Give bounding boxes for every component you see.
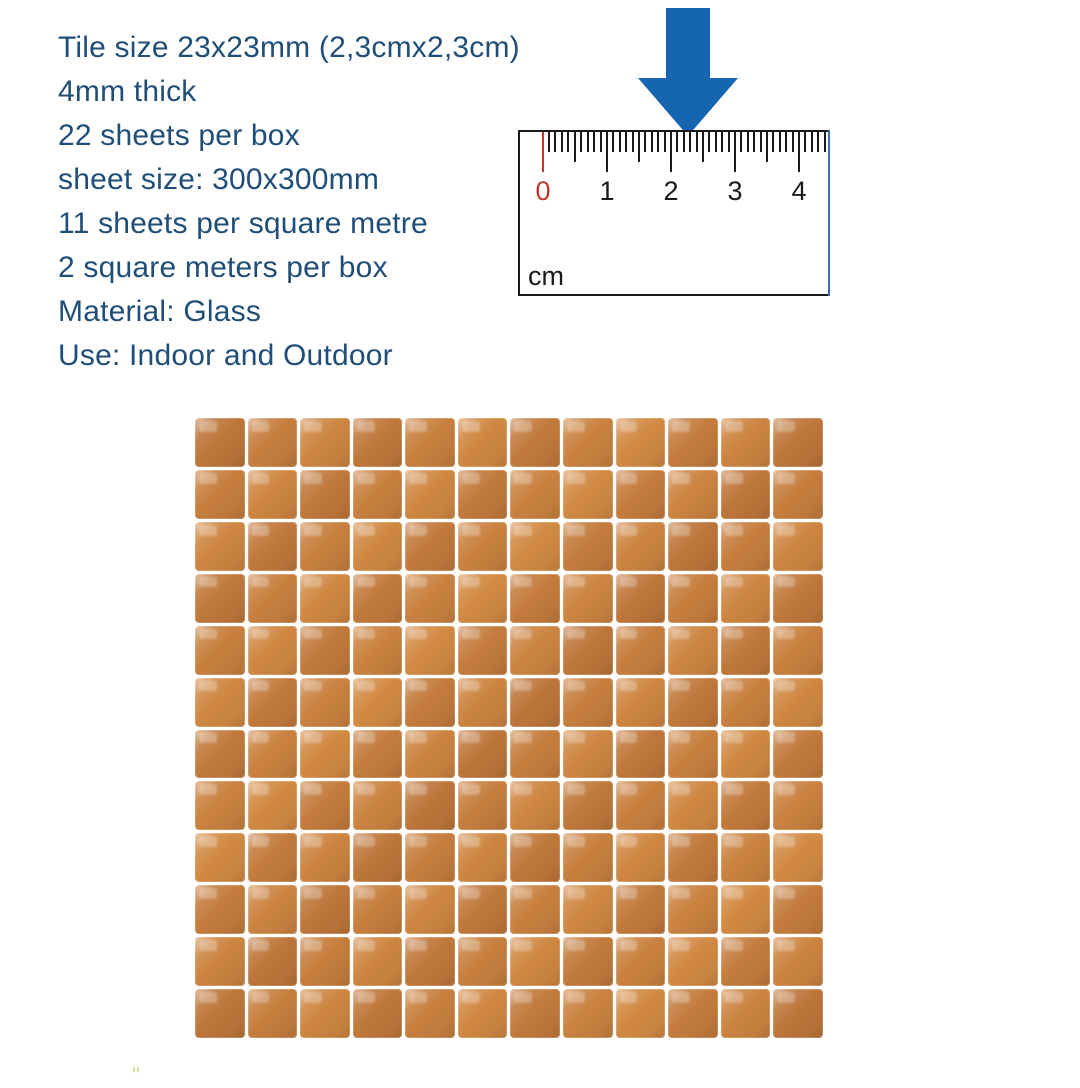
mosaic-tile (563, 626, 613, 675)
mosaic-tile (195, 781, 245, 830)
mosaic-tile (510, 781, 560, 830)
mosaic-tile (353, 781, 403, 830)
ruler-tick (619, 132, 621, 152)
mosaic-tile (721, 678, 771, 727)
mosaic-tile (195, 574, 245, 623)
ruler (518, 130, 830, 296)
mosaic-tile (668, 626, 718, 675)
mosaic-tile (721, 574, 771, 623)
mosaic-tile (458, 989, 508, 1038)
ruler-tick (728, 132, 730, 152)
mosaic-tile (616, 678, 666, 727)
ruler-label-1: 1 (599, 176, 615, 206)
ruler-tick (651, 132, 653, 152)
mosaic-tile (510, 937, 560, 986)
mosaic-tile (510, 418, 560, 467)
ruler-tick (625, 132, 627, 152)
ruler-tick-3cm (734, 132, 736, 172)
mosaic-tile (300, 885, 350, 934)
mosaic-tile (248, 470, 298, 519)
mosaic-tile (668, 937, 718, 986)
mosaic-tile (458, 470, 508, 519)
mosaic-tile (405, 470, 455, 519)
mosaic-tile (353, 470, 403, 519)
ruler-tick (676, 132, 678, 152)
mosaic-tile (616, 989, 666, 1038)
ruler-tick (600, 132, 602, 152)
ruler-tick (740, 132, 742, 152)
spec-line-sheets-per-sqm: 11 sheets per square metre (58, 207, 428, 240)
mosaic-tile (248, 989, 298, 1038)
mosaic-tile (458, 730, 508, 779)
mosaic-tile (248, 730, 298, 779)
down-arrow-icon (633, 8, 743, 138)
mosaic-tile (405, 678, 455, 727)
mosaic-tile (353, 678, 403, 727)
mosaic-tile (510, 989, 560, 1038)
mosaic-tile (458, 937, 508, 986)
mosaic-tile (458, 885, 508, 934)
mosaic-tile (405, 781, 455, 830)
mosaic-tile (510, 470, 560, 519)
mosaic-tile (563, 833, 613, 882)
mosaic-tile (300, 522, 350, 571)
mosaic-tile (773, 937, 823, 986)
mosaic-tile (353, 626, 403, 675)
mosaic-tile (248, 678, 298, 727)
scale-reference-graphic (500, 8, 845, 298)
mosaic-tile (405, 833, 455, 882)
mosaic-tile (773, 470, 823, 519)
mosaic-tile (616, 522, 666, 571)
mosaic-tile (616, 833, 666, 882)
mosaic-tile (405, 937, 455, 986)
mosaic-tile (458, 781, 508, 830)
mosaic-tile-sheet (195, 418, 823, 1038)
ruler-label-0: 0 (535, 176, 551, 206)
mosaic-tile (668, 833, 718, 882)
spec-line-sheet-size: sheet size: 300x300mm (58, 163, 380, 196)
mosaic-tile (353, 418, 403, 467)
ruler-tick (644, 132, 646, 152)
mosaic-tile (563, 781, 613, 830)
mosaic-tile (773, 885, 823, 934)
mosaic-tile (248, 885, 298, 934)
mosaic-tile (510, 522, 560, 571)
mosaic-tile (616, 730, 666, 779)
ruler-tick (554, 132, 556, 152)
mosaic-tile (195, 678, 245, 727)
mosaic-tile (195, 626, 245, 675)
mosaic-tile (773, 418, 823, 467)
ruler-tick (657, 132, 659, 152)
mosaic-tile (616, 781, 666, 830)
mosaic-tile (405, 574, 455, 623)
ruler-tick (760, 132, 762, 152)
ruler-tick (664, 132, 666, 152)
mosaic-tile (300, 626, 350, 675)
mosaic-tile (353, 833, 403, 882)
ruler-tick (779, 132, 781, 152)
mosaic-tile (248, 418, 298, 467)
mosaic-tile (405, 989, 455, 1038)
mosaic-tile (668, 781, 718, 830)
mosaic-tile (353, 574, 403, 623)
ruler-tick (580, 132, 582, 152)
ruler-tick (612, 132, 614, 152)
mosaic-tile (721, 626, 771, 675)
ruler-label-2: 2 (663, 176, 679, 206)
mosaic-tile (721, 833, 771, 882)
mosaic-tile (510, 678, 560, 727)
mosaic-tile (195, 937, 245, 986)
mosaic-tile (353, 885, 403, 934)
mosaic-tile (616, 470, 666, 519)
mosaic-tile (195, 470, 245, 519)
mosaic-tile (668, 574, 718, 623)
mosaic-tile (773, 781, 823, 830)
mosaic-tile (458, 626, 508, 675)
mosaic-tile (458, 833, 508, 882)
ruler-tick-4cm (798, 132, 800, 172)
spec-line-thickness: 4mm thick (58, 75, 197, 108)
mosaic-tile (458, 522, 508, 571)
mosaic-tile (405, 522, 455, 571)
mosaic-tile (248, 937, 298, 986)
mosaic-tile (510, 885, 560, 934)
mosaic-tile (616, 626, 666, 675)
mosaic-tile (773, 626, 823, 675)
mosaic-tile (563, 522, 613, 571)
mosaic-tile (563, 574, 613, 623)
ruler-tick (817, 132, 819, 152)
mosaic-tile (300, 418, 350, 467)
mosaic-tile (668, 989, 718, 1038)
mosaic-tile (195, 418, 245, 467)
mosaic-tile (668, 885, 718, 934)
ruler-tick-2cm (670, 132, 672, 172)
mosaic-tile (510, 730, 560, 779)
mosaic-tile (668, 730, 718, 779)
mosaic-tile (248, 522, 298, 571)
mosaic-tile (195, 989, 245, 1038)
mosaic-tile (616, 418, 666, 467)
mosaic-tile (721, 470, 771, 519)
mosaic-tile (458, 574, 508, 623)
ruler-tick (548, 132, 550, 152)
mosaic-tile (195, 522, 245, 571)
mosaic-tile (616, 574, 666, 623)
mosaic-tile (353, 989, 403, 1038)
ruler-tick (587, 132, 589, 152)
mosaic-tile (300, 781, 350, 830)
spec-line-material: Material: Glass (58, 295, 262, 328)
mosaic-tile (248, 833, 298, 882)
mosaic-tile (563, 937, 613, 986)
mosaic-tile (353, 730, 403, 779)
mosaic-tile (248, 574, 298, 623)
ruler-tick (702, 132, 704, 162)
mosaic-tile (721, 781, 771, 830)
mosaic-tile (616, 937, 666, 986)
mosaic-tile (248, 781, 298, 830)
ruler-tick (747, 132, 749, 152)
mosaic-tile (510, 833, 560, 882)
mosaic-tile (563, 678, 613, 727)
mosaic-tile (721, 989, 771, 1038)
mosaic-tile (405, 885, 455, 934)
mosaic-tile (300, 730, 350, 779)
ruler-tick (593, 132, 595, 152)
spec-line-tile-size: Tile size 23x23mm (2,3cmx2,3cm) (58, 31, 520, 64)
mosaic-tile (721, 937, 771, 986)
mosaic-tile (721, 522, 771, 571)
mosaic-tile (510, 626, 560, 675)
spec-line-sqm-per-box: 2 square meters per box (58, 251, 388, 284)
ruler-tick (792, 132, 794, 152)
mosaic-tile (773, 678, 823, 727)
mosaic-tile (195, 833, 245, 882)
mosaic-tile (721, 418, 771, 467)
ruler-tick (561, 132, 563, 152)
mosaic-tile (405, 730, 455, 779)
ruler-tick (824, 132, 826, 152)
mosaic-tile (405, 626, 455, 675)
ruler-tick (567, 132, 569, 152)
ruler-tick (683, 132, 685, 152)
mosaic-tile (353, 937, 403, 986)
spec-line-sheets-per-box: 22 sheets per box (58, 119, 300, 152)
mosaic-tile (773, 574, 823, 623)
ruler-tick (689, 132, 691, 152)
mosaic-tile (458, 418, 508, 467)
mosaic-tile (300, 574, 350, 623)
mosaic-tile (616, 885, 666, 934)
ruler-tick (715, 132, 717, 152)
spec-line-use: Use: Indoor and Outdoor (58, 339, 393, 372)
mosaic-tile (773, 989, 823, 1038)
mosaic-tile (353, 522, 403, 571)
mosaic-tile (668, 470, 718, 519)
ruler-right-edge (828, 130, 830, 296)
mosaic-tile (773, 730, 823, 779)
mosaic-tile (773, 833, 823, 882)
ruler-tick (804, 132, 806, 152)
mosaic-tile (563, 989, 613, 1038)
mosaic-tile (563, 885, 613, 934)
ruler-tick (708, 132, 710, 152)
ruler-tick (721, 132, 723, 152)
ruler-tick (811, 132, 813, 152)
mosaic-tile (300, 989, 350, 1038)
mosaic-tile (721, 730, 771, 779)
mosaic-tile (721, 885, 771, 934)
mosaic-tile (300, 833, 350, 882)
mosaic-tile (563, 418, 613, 467)
ruler-label-4: 4 (791, 176, 807, 206)
ruler-tick (785, 132, 787, 152)
mosaic-tile (405, 418, 455, 467)
ruler-tick (638, 132, 640, 162)
ruler-tick (696, 132, 698, 152)
mosaic-tile (668, 418, 718, 467)
mosaic-tile (300, 937, 350, 986)
ruler-unit-label: cm (528, 261, 564, 291)
ruler-label-3: 3 (727, 176, 743, 206)
mosaic-tile (668, 522, 718, 571)
ruler-tick-1cm (606, 132, 608, 172)
ruler-tick (766, 132, 768, 162)
mosaic-tile (195, 885, 245, 934)
ruler-tick (632, 132, 634, 152)
mosaic-tile (458, 678, 508, 727)
mosaic-tile (300, 678, 350, 727)
mosaic-tile (773, 522, 823, 571)
ruler-tick-0cm (542, 132, 544, 172)
ruler-tick (574, 132, 576, 162)
mosaic-tile (510, 574, 560, 623)
mosaic-tile (248, 626, 298, 675)
ruler-tick (753, 132, 755, 152)
mosaic-tile (195, 730, 245, 779)
mosaic-tile (563, 730, 613, 779)
mosaic-tile (300, 470, 350, 519)
ruler-tick (772, 132, 774, 152)
mosaic-tile (668, 678, 718, 727)
mosaic-tile (563, 470, 613, 519)
corner-speck: '' (132, 1062, 140, 1087)
